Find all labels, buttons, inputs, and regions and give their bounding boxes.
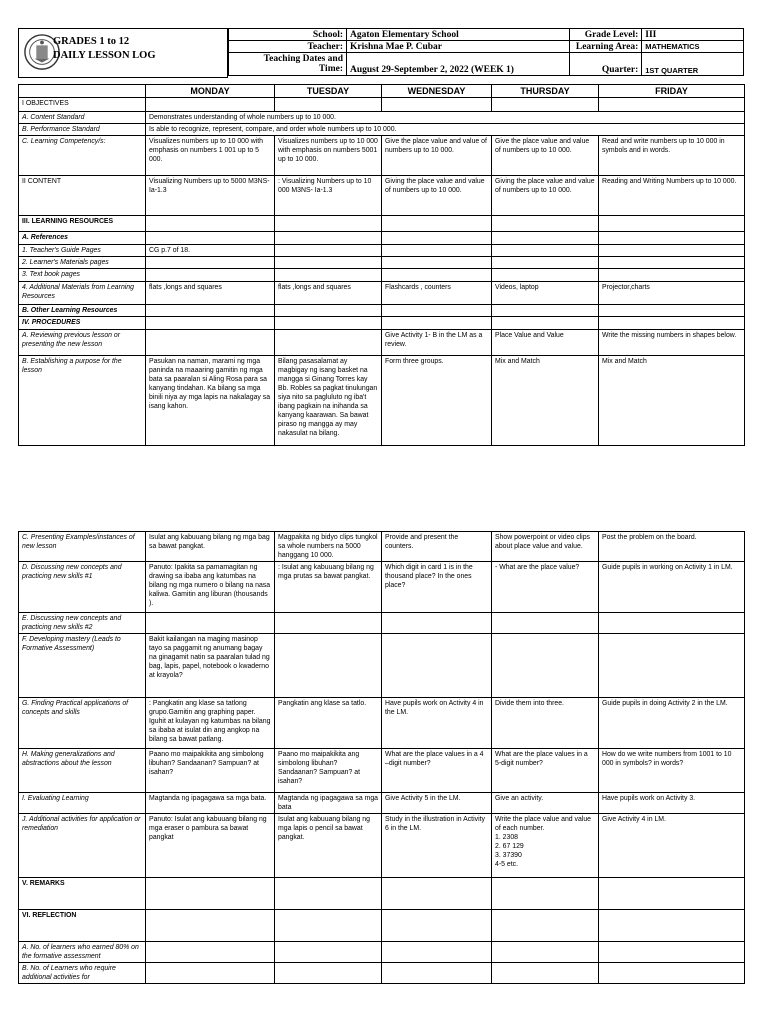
cell-monday — [146, 878, 275, 910]
cell-thursday — [492, 98, 599, 112]
teacher-value: Krishna Mae P. Cubar — [347, 41, 570, 53]
cell-friday: Projector,charts — [599, 282, 745, 305]
cell-friday: How do we write numbers from 1001 to 10 000 in symbols? in words? — [599, 749, 745, 793]
cell-thursday: What are the place values in a 5-digit number? — [492, 749, 599, 793]
cell-friday — [599, 634, 745, 698]
cell-thursday — [492, 305, 599, 317]
cell-friday — [599, 317, 745, 330]
teacher-label: Teacher: — [229, 41, 347, 53]
cell-tuesday: flats ,longs and squares — [275, 282, 382, 305]
cell-wednesday — [382, 963, 492, 984]
blank-header-cell — [19, 85, 146, 98]
cell-monday — [146, 257, 275, 269]
dates-label-line-2: Time: — [318, 64, 343, 74]
cell-monday — [146, 963, 275, 984]
cell-wednesday: Provide and present the counters. — [382, 532, 492, 562]
cell-friday: Reading and Writing Numbers up to 10 000. — [599, 176, 745, 216]
cell-tuesday — [275, 305, 382, 317]
cell-wednesday: Give the place value and value of numbers up to 10 000. — [382, 136, 492, 176]
row-label: B. Establishing a purpose for the lesson — [19, 356, 146, 446]
day-header-wednesday: WEDNESDAY — [382, 85, 492, 98]
school-label: School: — [229, 29, 347, 41]
row-label: D. Discussing new concepts and practicing new skills #1 — [19, 562, 146, 613]
row-label: IV. PROCEDURES — [19, 317, 146, 330]
cell-wednesday — [382, 317, 492, 330]
table-row — [19, 942, 745, 963]
row-spanning-cell: Demonstrates understanding of whole numbers up to 10 000. — [146, 112, 745, 124]
cell-wednesday — [382, 98, 492, 112]
lesson-log-table-part-1 — [18, 84, 745, 446]
cell-thursday — [492, 634, 599, 698]
cell-wednesday: Flashcards , counters — [382, 282, 492, 305]
day-header-friday: FRIDAY — [599, 85, 745, 98]
row-label: 2. Learner's Materials pages — [19, 257, 146, 269]
log-title-line-2: DAILY LESSON LOG — [53, 50, 156, 61]
table-row — [19, 793, 745, 814]
table-row — [19, 878, 745, 910]
log-title — [53, 35, 156, 63]
row-label: 1. Teacher's Guide Pages — [19, 245, 146, 257]
cell-tuesday — [275, 878, 382, 910]
table-row — [19, 176, 745, 216]
cell-friday — [599, 910, 745, 942]
cell-tuesday — [275, 634, 382, 698]
row-label: G. Finding Practical applications of concepts and skills — [19, 698, 146, 749]
cell-monday: Visualizes numbers up to 10 000 with emphasis on numbers 1 001 up to 5 000. — [146, 136, 275, 176]
cell-wednesday: Giving the place value and value of numbers up to 10 000. — [382, 176, 492, 216]
table-row — [19, 98, 745, 112]
cell-wednesday — [382, 232, 492, 245]
row-label: 4. Additional Materials from Learning Resources — [19, 282, 146, 305]
row-label: VI. REFLECTION — [19, 910, 146, 942]
row-spanning-cell: Is able to recognize, represent, compare, and order whole numbers up to 10 000. — [146, 124, 745, 136]
learning-area-label: Learning Area: — [570, 41, 642, 53]
cell-wednesday — [382, 216, 492, 232]
cell-tuesday — [275, 232, 382, 245]
row-label: II CONTENT — [19, 176, 146, 216]
cell-wednesday — [382, 245, 492, 257]
table-row — [19, 112, 745, 124]
table-row — [19, 532, 745, 562]
cell-thursday: Videos, laptop — [492, 282, 599, 305]
row-label: I OBJECTIVES — [19, 98, 146, 112]
row-label: C. Learning Competency/s: — [19, 136, 146, 176]
cell-monday — [146, 942, 275, 963]
cell-friday: Write the missing numbers in shapes below. — [599, 330, 745, 356]
cell-monday: Panuto: Isulat ang kabuuang bilang ng mga eraser o pambura sa bawat pangkat — [146, 814, 275, 878]
cell-monday: Isulat ang kabuuang bilang ng mga bag sa bawat pangkat. — [146, 532, 275, 562]
cell-thursday — [492, 257, 599, 269]
cell-wednesday — [382, 269, 492, 282]
cell-monday: Panuto: Ipakita sa pamamagitan ng drawing sa ibaba ang katumbas na bilang ng mga numero o bilang na nasa kaliwa. Gamitin ang liburan (thousands ). — [146, 562, 275, 613]
row-label: V. REMARKS — [19, 878, 146, 910]
cell-friday — [599, 232, 745, 245]
cell-wednesday: Form three groups. — [382, 356, 492, 446]
day-header-row — [19, 85, 745, 98]
lesson-log-table-part-2 — [18, 531, 745, 984]
cell-monday — [146, 910, 275, 942]
cell-friday: Post the problem on the board. — [599, 532, 745, 562]
cell-thursday — [492, 910, 599, 942]
row-label: A. References — [19, 232, 146, 245]
cell-friday — [599, 305, 745, 317]
table-row — [19, 269, 745, 282]
cell-friday: Mix and Match — [599, 356, 745, 446]
cell-monday: Visualizing Numbers up to 5000 M3NS- Ia-1.3 — [146, 176, 275, 216]
cell-thursday — [492, 942, 599, 963]
cell-tuesday — [275, 257, 382, 269]
cell-tuesday: Visualizes numbers up to 10 000 with emphasis on numbers 5001 up to 10 000. — [275, 136, 382, 176]
quarter-value: 1ST QUARTER — [642, 53, 744, 76]
table-row — [19, 282, 745, 305]
table-row — [19, 305, 745, 317]
row-label: B. Other Learning Resources — [19, 305, 146, 317]
cell-friday: Give Activity 4 in LM. — [599, 814, 745, 878]
cell-thursday: Giving the place value and value of numbers up to 10 000. — [492, 176, 599, 216]
cell-wednesday — [382, 910, 492, 942]
cell-tuesday: : Isulat ang kabuuang bilang ng mga prutas sa bawat pangkat. — [275, 562, 382, 613]
cell-tuesday: Bilang pasasalamat ay magbigay ng isang basket na mangga si Ginang Torres kay Bb. Robles sa pagkat tinulungan siya nito sa pagluluto ng iba't ibang pagkain na inihanda sa kanyang kaarawan. Sa bawat piraso ng mangga ay may nakasulat na bilang. — [275, 356, 382, 446]
cell-friday — [599, 963, 745, 984]
cell-friday: Read and write numbers up to 10 000 in symbols and in words. — [599, 136, 745, 176]
row-label: A. No. of learners who earned 80% on the formative assessment — [19, 942, 146, 963]
learning-area-value: MATHEMATICS — [642, 41, 744, 53]
cell-thursday: Place Value and Value — [492, 330, 599, 356]
table-row — [19, 232, 745, 245]
grade-level-value: III — [642, 29, 744, 41]
table-row — [19, 317, 745, 330]
cell-wednesday: Study in the illustration in Activity 6 in the LM. — [382, 814, 492, 878]
cell-tuesday: : Visualizing Numbers up to 10 000 M3NS- Ia-1.3 — [275, 176, 382, 216]
row-label: 3. Text book pages — [19, 269, 146, 282]
cell-friday: Have pupils work on Activity 3. — [599, 793, 745, 814]
row-label: III. LEARNING RESOURCES — [19, 216, 146, 232]
cell-friday: Guide pupils in working on Activity 1 in LM. — [599, 562, 745, 613]
cell-tuesday: Magtanda ng ipagagawa sa mga bata — [275, 793, 382, 814]
table-row — [19, 356, 745, 446]
cell-thursday — [492, 245, 599, 257]
cell-wednesday — [382, 257, 492, 269]
table-row — [19, 814, 745, 878]
cell-tuesday: Isulat ang kabuuang bilang ng mga lapis o pencil sa bawat pangkat. — [275, 814, 382, 878]
cell-thursday — [492, 613, 599, 634]
cell-thursday — [492, 216, 599, 232]
cell-wednesday — [382, 942, 492, 963]
table-row — [19, 245, 745, 257]
day-header-monday: MONDAY — [146, 85, 275, 98]
cell-tuesday — [275, 245, 382, 257]
grade-level-label: Grade Level: — [570, 29, 642, 41]
cell-thursday — [492, 269, 599, 282]
cell-tuesday — [275, 963, 382, 984]
cell-thursday — [492, 878, 599, 910]
lesson-log-header — [18, 28, 744, 78]
cell-friday — [599, 245, 745, 257]
table-row — [19, 257, 745, 269]
quarter-label: Quarter: — [570, 53, 642, 76]
dates-label-line-1: Teaching Dates and — [263, 54, 343, 64]
table-row — [19, 910, 745, 942]
row-label: B. No. of Learners who require additional activities for — [19, 963, 146, 984]
cell-monday — [146, 269, 275, 282]
table-row — [19, 330, 745, 356]
row-label: H. Making generalizations and abstractions about the lesson — [19, 749, 146, 793]
cell-tuesday — [275, 216, 382, 232]
day-header-thursday: THURSDAY — [492, 85, 599, 98]
cell-tuesday — [275, 98, 382, 112]
row-label: F. Developing mastery (Leads to Formative Assessment) — [19, 634, 146, 698]
cell-monday: CG p.7 of 18. — [146, 245, 275, 257]
cell-friday — [599, 98, 745, 112]
cell-thursday: Show powerpoint or video clips about place value and value. — [492, 532, 599, 562]
cell-monday — [146, 232, 275, 245]
cell-monday — [146, 216, 275, 232]
cell-friday — [599, 613, 745, 634]
row-label: E. Discussing new concepts and practicing new skills #2 — [19, 613, 146, 634]
cell-friday — [599, 257, 745, 269]
cell-thursday — [492, 963, 599, 984]
cell-tuesday — [275, 942, 382, 963]
row-label: B. Performance Standard — [19, 124, 146, 136]
dates-label — [229, 53, 347, 76]
cell-monday: flats ,longs and squares — [146, 282, 275, 305]
table-row — [19, 216, 745, 232]
table-row — [19, 698, 745, 749]
cell-wednesday: What are the place values in a 4 –digit number? — [382, 749, 492, 793]
cell-thursday — [492, 317, 599, 330]
table-row — [19, 136, 745, 176]
dates-value: August 29-September 2, 2022 (WEEK 1) — [347, 53, 570, 76]
cell-wednesday: Have pupils work on Activity 4 in the LM. — [382, 698, 492, 749]
cell-tuesday: Pangkatin ang klase sa tatlo. — [275, 698, 382, 749]
cell-wednesday — [382, 634, 492, 698]
cell-monday — [146, 305, 275, 317]
cell-thursday: Divide them into three. — [492, 698, 599, 749]
cell-monday — [146, 330, 275, 356]
cell-tuesday — [275, 317, 382, 330]
cell-friday — [599, 878, 745, 910]
cell-friday — [599, 269, 745, 282]
table-row — [19, 634, 745, 698]
cell-thursday: Write the place value and value of each number. 1. 2308 2. 67 129 3. 37390 4-5 etc. — [492, 814, 599, 878]
row-label: J. Additional activities for application or remediation — [19, 814, 146, 878]
day-header-tuesday: TUESDAY — [275, 85, 382, 98]
cell-tuesday — [275, 269, 382, 282]
cell-thursday — [492, 232, 599, 245]
cell-monday: Paano mo maipakikita ang simbolong libuhan? Sandaanan? Sampuan? at isahan? — [146, 749, 275, 793]
cell-thursday: Give an activity. — [492, 793, 599, 814]
cell-friday — [599, 942, 745, 963]
table-row — [19, 613, 745, 634]
cell-monday — [146, 317, 275, 330]
cell-wednesday — [382, 305, 492, 317]
cell-monday: : Pangkatin ang klase sa tatlong grupo.Gamitin ang graphing paper. Iguhit at kulayan ng katumbas na bilang sa ibaba at isulat din ang angkop na bilang sa bawat patlang. — [146, 698, 275, 749]
cell-tuesday: Magpakita ng bidyo clips tungkol sa whole numbers na 5000 hanggang 10 000. — [275, 532, 382, 562]
log-title-line-1: GRADES 1 to 12 — [53, 36, 130, 47]
cell-tuesday — [275, 330, 382, 356]
table-row — [19, 963, 745, 984]
row-label: A. Reviewing previous lesson or presenting the new lesson — [19, 330, 146, 356]
row-label: C. Presenting Examples/instances of new lesson — [19, 532, 146, 562]
table-row — [19, 124, 745, 136]
school-value: Agaton Elementary School — [347, 29, 570, 41]
table-row — [19, 562, 745, 613]
row-label: A. Content Standard — [19, 112, 146, 124]
cell-monday: Pasukan na naman, marami ng mga paninda na maaaring gamitin ng mga bata sa paaralan si Aling Rosa para sa kanyang tindahan. Ka bilang sa mga binili niya ay mga lapis na nakalagay sa isang kahon. — [146, 356, 275, 446]
cell-monday: Bakit kailangan na maging masinop tayo sa paggamit ng anumang bagay na ginagamit natin sa paaralan tulad ng bag, lapis, papel, notebook o kwaderno at krayola? — [146, 634, 275, 698]
logo-box — [18, 28, 228, 78]
header-info-table — [228, 28, 744, 76]
cell-tuesday: Paano mo maipakikita ang simbolong libuhan? Sandaanan? Sampuan? at isahan? — [275, 749, 382, 793]
cell-monday: Magtanda ng ipagagawa sa mga bata. — [146, 793, 275, 814]
cell-wednesday: Give Activity 5 in the LM. — [382, 793, 492, 814]
cell-wednesday — [382, 613, 492, 634]
table-row — [19, 749, 745, 793]
cell-thursday: - What are the place value? — [492, 562, 599, 613]
cell-thursday: Give the place value and value of numbers up to 10 000. — [492, 136, 599, 176]
cell-friday: Guide pupils in doing Activity 2 in the LM. — [599, 698, 745, 749]
cell-wednesday: Which digit in card 1 is in the thousand place? In the ones place? — [382, 562, 492, 613]
cell-friday — [599, 216, 745, 232]
cell-monday — [146, 613, 275, 634]
cell-thursday: Mix and Match — [492, 356, 599, 446]
cell-tuesday — [275, 910, 382, 942]
cell-wednesday — [382, 878, 492, 910]
cell-tuesday — [275, 613, 382, 634]
cell-monday — [146, 98, 275, 112]
row-label: I. Evaluating Learning — [19, 793, 146, 814]
cell-wednesday: Give Activity 1- B in the LM as a review. — [382, 330, 492, 356]
